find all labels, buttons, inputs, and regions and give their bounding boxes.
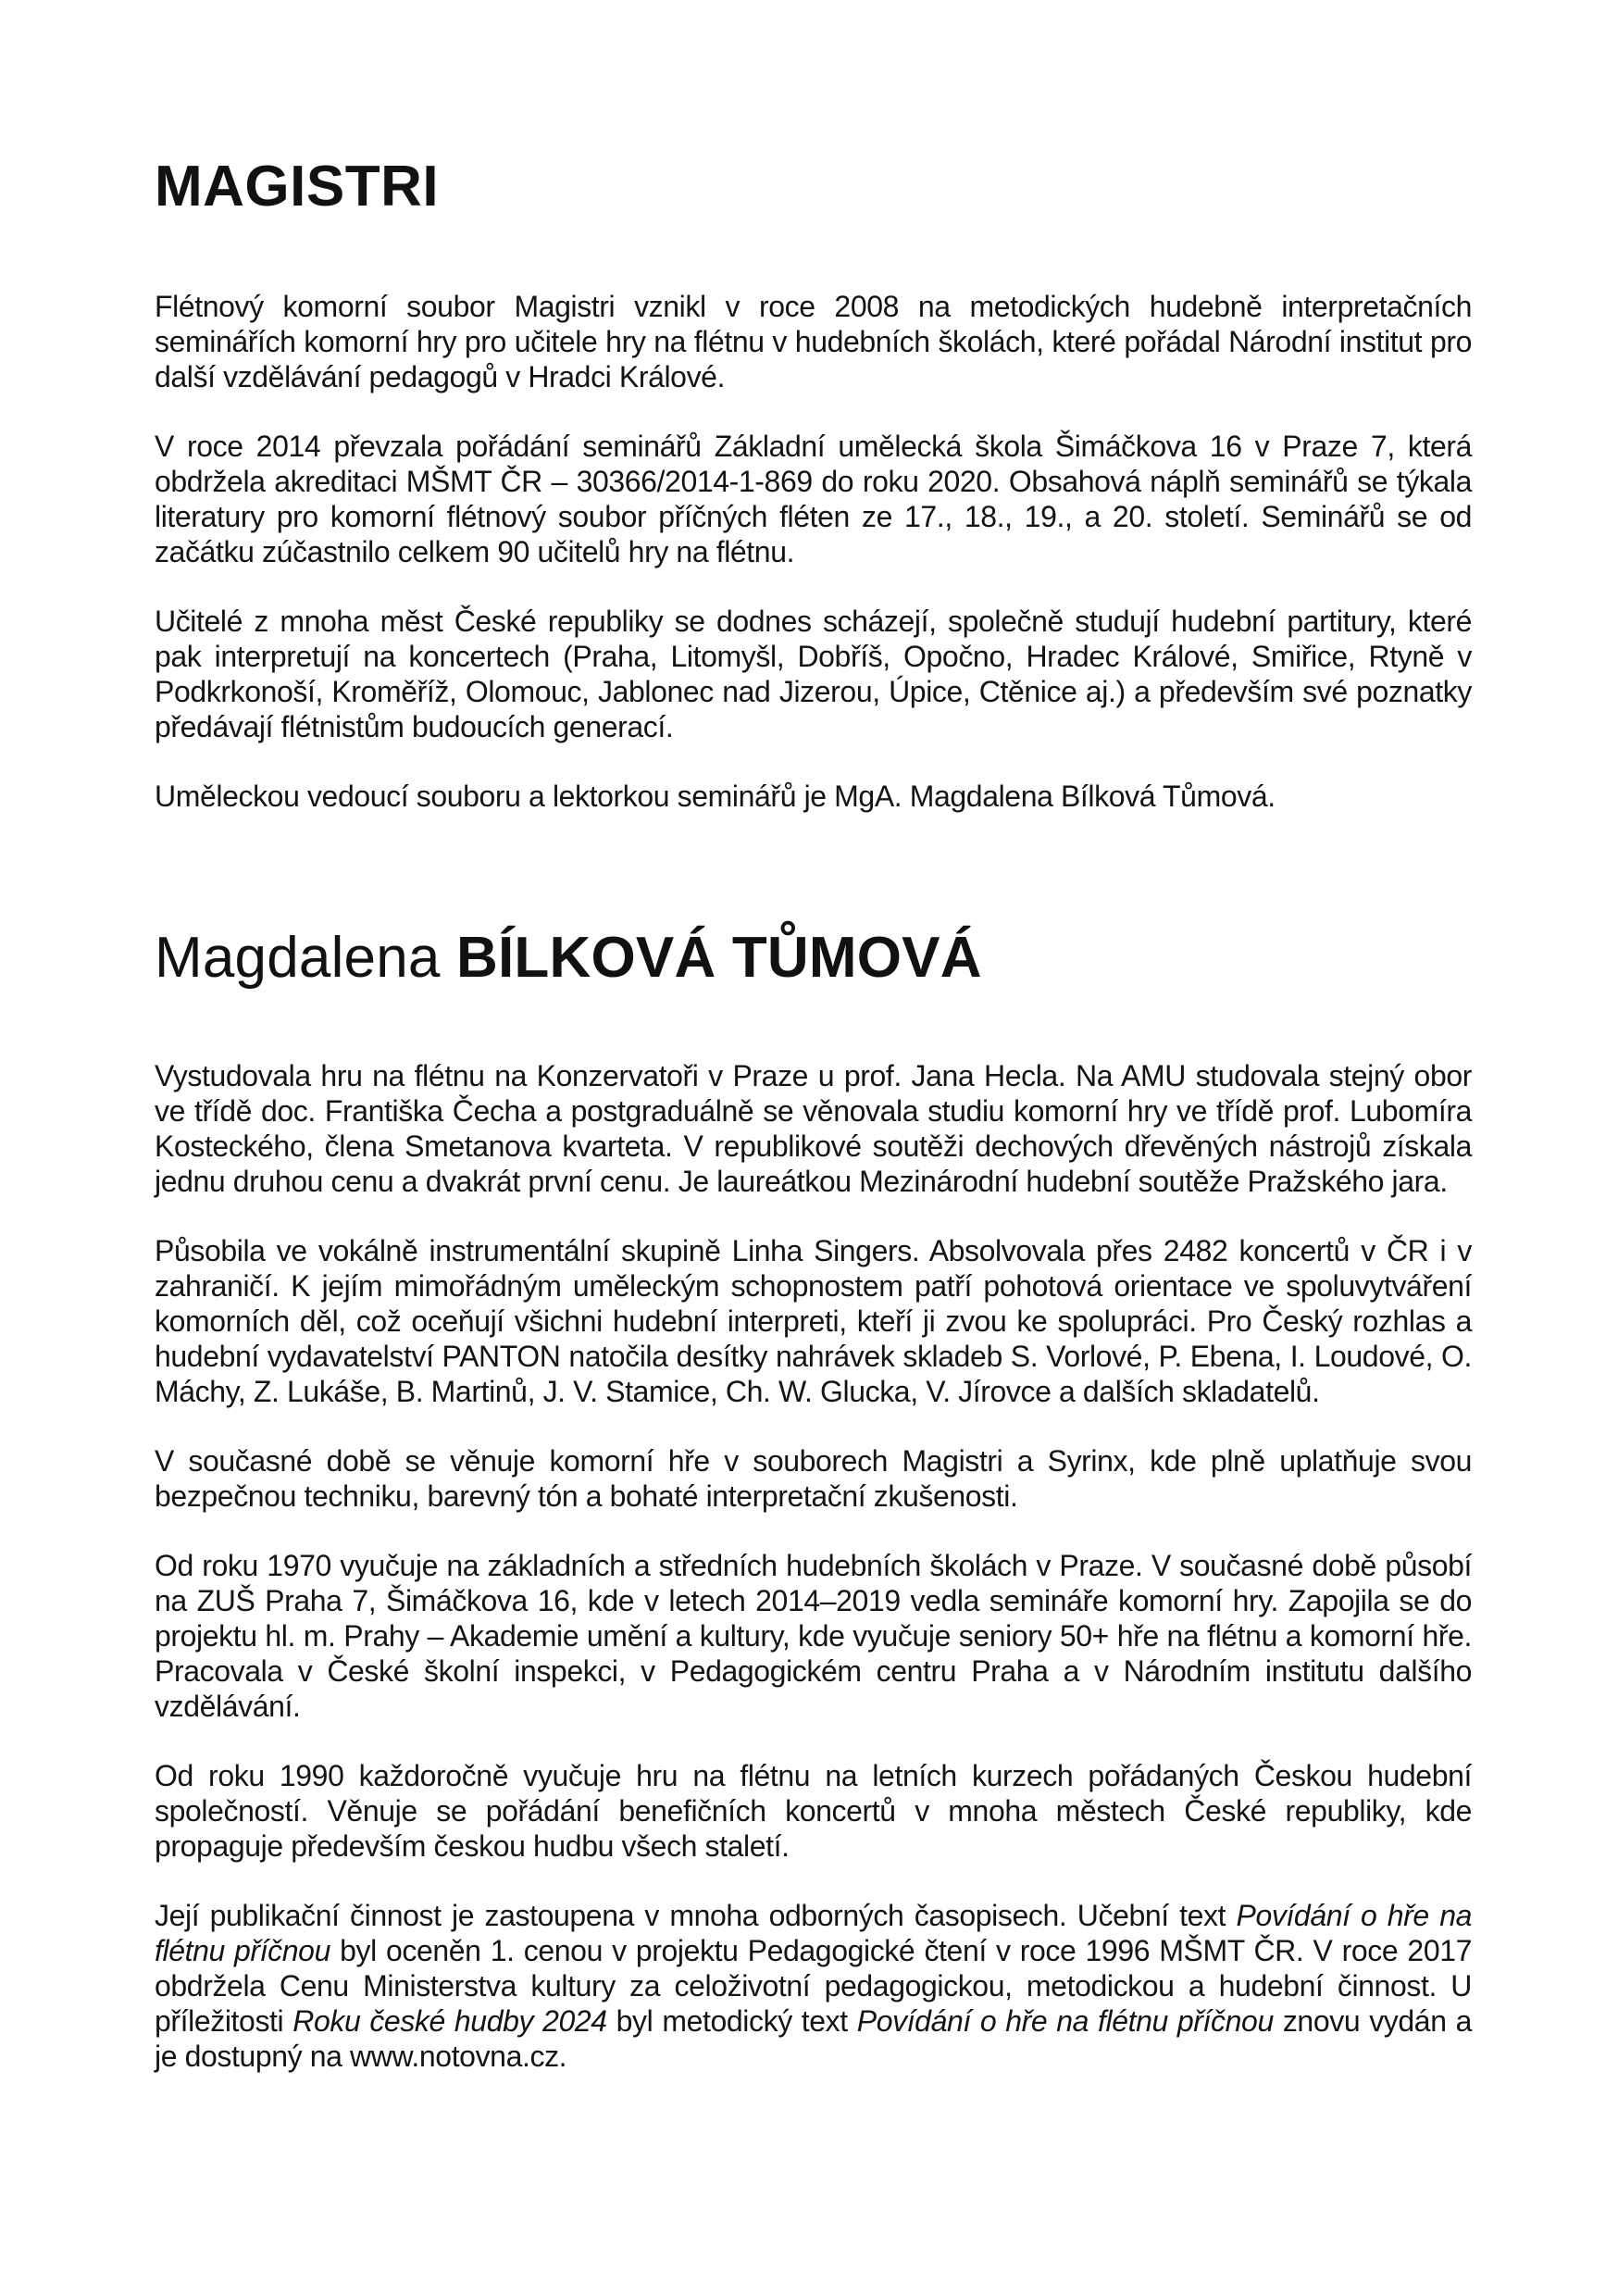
paragraph-bio-studies xyxy=(155,1058,1472,1199)
paragraph-bio-publications xyxy=(155,1898,1472,2074)
text-run: byl oceněn 1. cenou v projektu Pedagogické čtení v roce 1996 MŠMT ČR. V roce 2017 obdržela Cenu Ministerstva kultury za celoživotní pedagogickou, metodickou a hudební činnost. U příležitosti xyxy=(155,1934,1473,2038)
italic-title-run: Roku české hudby 2024 xyxy=(292,2004,607,2038)
heading-surname: BÍLKOVÁ TŮMOVÁ xyxy=(456,926,982,990)
paragraph-magistri-teachers xyxy=(155,604,1472,744)
paragraph-magistri-leader xyxy=(155,779,1472,814)
text-run: Od roku 1970 vyučuje na základních a středních hudebních školách v Praze. V současné době působí na ZUŠ Praha 7, Šimáčkova 16, kde v letech 2014–2019 vedla semináře komorní hry. Zapojila se do projektu hl. m. Prahy – Akademie umění a kultury, kde vyučuje seniory 50+ hře na flétnu a komorní hře. Pracovala v České školní inspekci, v Pedagogickém centru Praha a v Národním institutu dalšího vzdělávání. xyxy=(155,1549,1472,1723)
text-run: znovu vydán a je dostupný na www.notovna.cz. xyxy=(155,2004,1472,2073)
text-run: Uměleckou vedoucí souboru a lektorkou seminářů je MgA. Magdalena Bílková Tůmová. xyxy=(155,780,1276,813)
paragraph-bio-teaching xyxy=(155,1548,1472,1724)
text-run: Její publikační činnost je zastoupena v mnoha odborných časopisech. Učební text xyxy=(155,1899,1237,1932)
paragraph-magistri-origin xyxy=(155,289,1472,394)
paragraph-bio-career xyxy=(155,1233,1472,1409)
paragraph-bio-summer-courses xyxy=(155,1758,1472,1864)
section-magistri xyxy=(155,157,1472,814)
text-run: Vystudovala hru na flétnu na Konzervatoři v Praze u prof. Jana Hecla. Na AMU studovala stejný obor ve třídě doc. Františka Čecha a postgraduálně se věnovala studiu komorní hry ve třídě prof. Lubomíra Kosteckého, člena Smetanova kvarteta. V republikové soutěži dechových dřevěných nástrojů získala jednu druhou cenu a dvakrát první cenu. Je laureátkou Mezinárodní hudební soutěže Pražského jara. xyxy=(155,1059,1472,1198)
heading-magdalena-bilkova-tumova xyxy=(155,926,1472,990)
italic-title-run: Povídání o hře na flétnu příčnou xyxy=(856,2004,1274,2038)
text-run: V roce 2014 převzala pořádání seminářů Základní umělecká škola Šimáčkova 16 v Praze 7, která obdržela akreditaci MŠMT ČR – 30366/2014-1-869 do roku 2020. Obsahová náplň seminářů se týkala literatury pro komorní flétnový soubor příčných fléten ze 17., 18., 19., a 20. století. Seminářů se od začátku zúčastnilo celkem 90 učitelů hry na flétnu. xyxy=(155,430,1472,568)
text-run: Učitelé z mnoha měst České republiky se dodnes scházejí, společně studují hudební partitury, které pak interpretují na koncertech (Praha, Litomyšl, Dobříš, Opočno, Hradec Králové, Smiřice, Rtyně v Podkrkonoší, Kroměříž, Olomouc, Jablonec nad Jizerou, Úpice, Ctěnice aj.) a především své poznatky předávají flétnistům budoucích generací. xyxy=(155,605,1472,743)
text-run: byl metodický text xyxy=(606,2004,857,2038)
text-run: Působila ve vokálně instrumentální skupině Linha Singers. Absolvovala přes 2482 koncertů v ČR i v zahraničí. K jejím mimořádným uměleckým schopnostem patří pohotová orientace ve spoluvytváření komorních děl, což oceňují všichni hudební interpreti, kteří ji zvou ke spolupráci. Pro Český rozhlas a hudební vydavatelství PANTON natočila desítky nahrávek skladeb S. Vorlové, P. Ebena, I. Loudové, O. Máchy, Z. Lukáše, B. Martinů, J. V. Stamice, Ch. W. Glucka, V. Jírovce a dalších skladatelů. xyxy=(155,1234,1472,1408)
text-run: Flétnový komorní soubor Magistri vznikl v roce 2008 na metodických hudebně interpretačních seminářích komorní hry pro učitele hry na flétnu v hudebních školách, které pořádal Národní institut pro další vzdělávání pedagogů v Hradci Králové. xyxy=(155,290,1472,393)
text-run: V současné době se věnuje komorní hře v souborech Magistri a Syrinx, kde plně uplatňuje svou bezpečnou techniku, barevný tón a bohaté interpretační zkušenosti. xyxy=(155,1444,1472,1513)
heading-first-name: Magdalena xyxy=(155,926,441,990)
paragraph-magistri-accreditation xyxy=(155,429,1472,569)
section-magdalena-bilkova-tumova xyxy=(155,926,1473,2074)
paragraph-bio-ensembles xyxy=(155,1443,1472,1514)
text-run: Od roku 1990 každoročně vyučuje hru na flétnu na letních kurzech pořádaných Českou hudební společností. Věnuje se pořádání benefičních koncertů v mnoha městech České republiky, kde propaguje především českou hudbu všech staletí. xyxy=(155,1759,1472,1863)
heading-magistri: MAGISTRI xyxy=(155,155,440,218)
italic-title-run: Povídání o hře na flétnu příčnou xyxy=(155,1899,1472,1967)
